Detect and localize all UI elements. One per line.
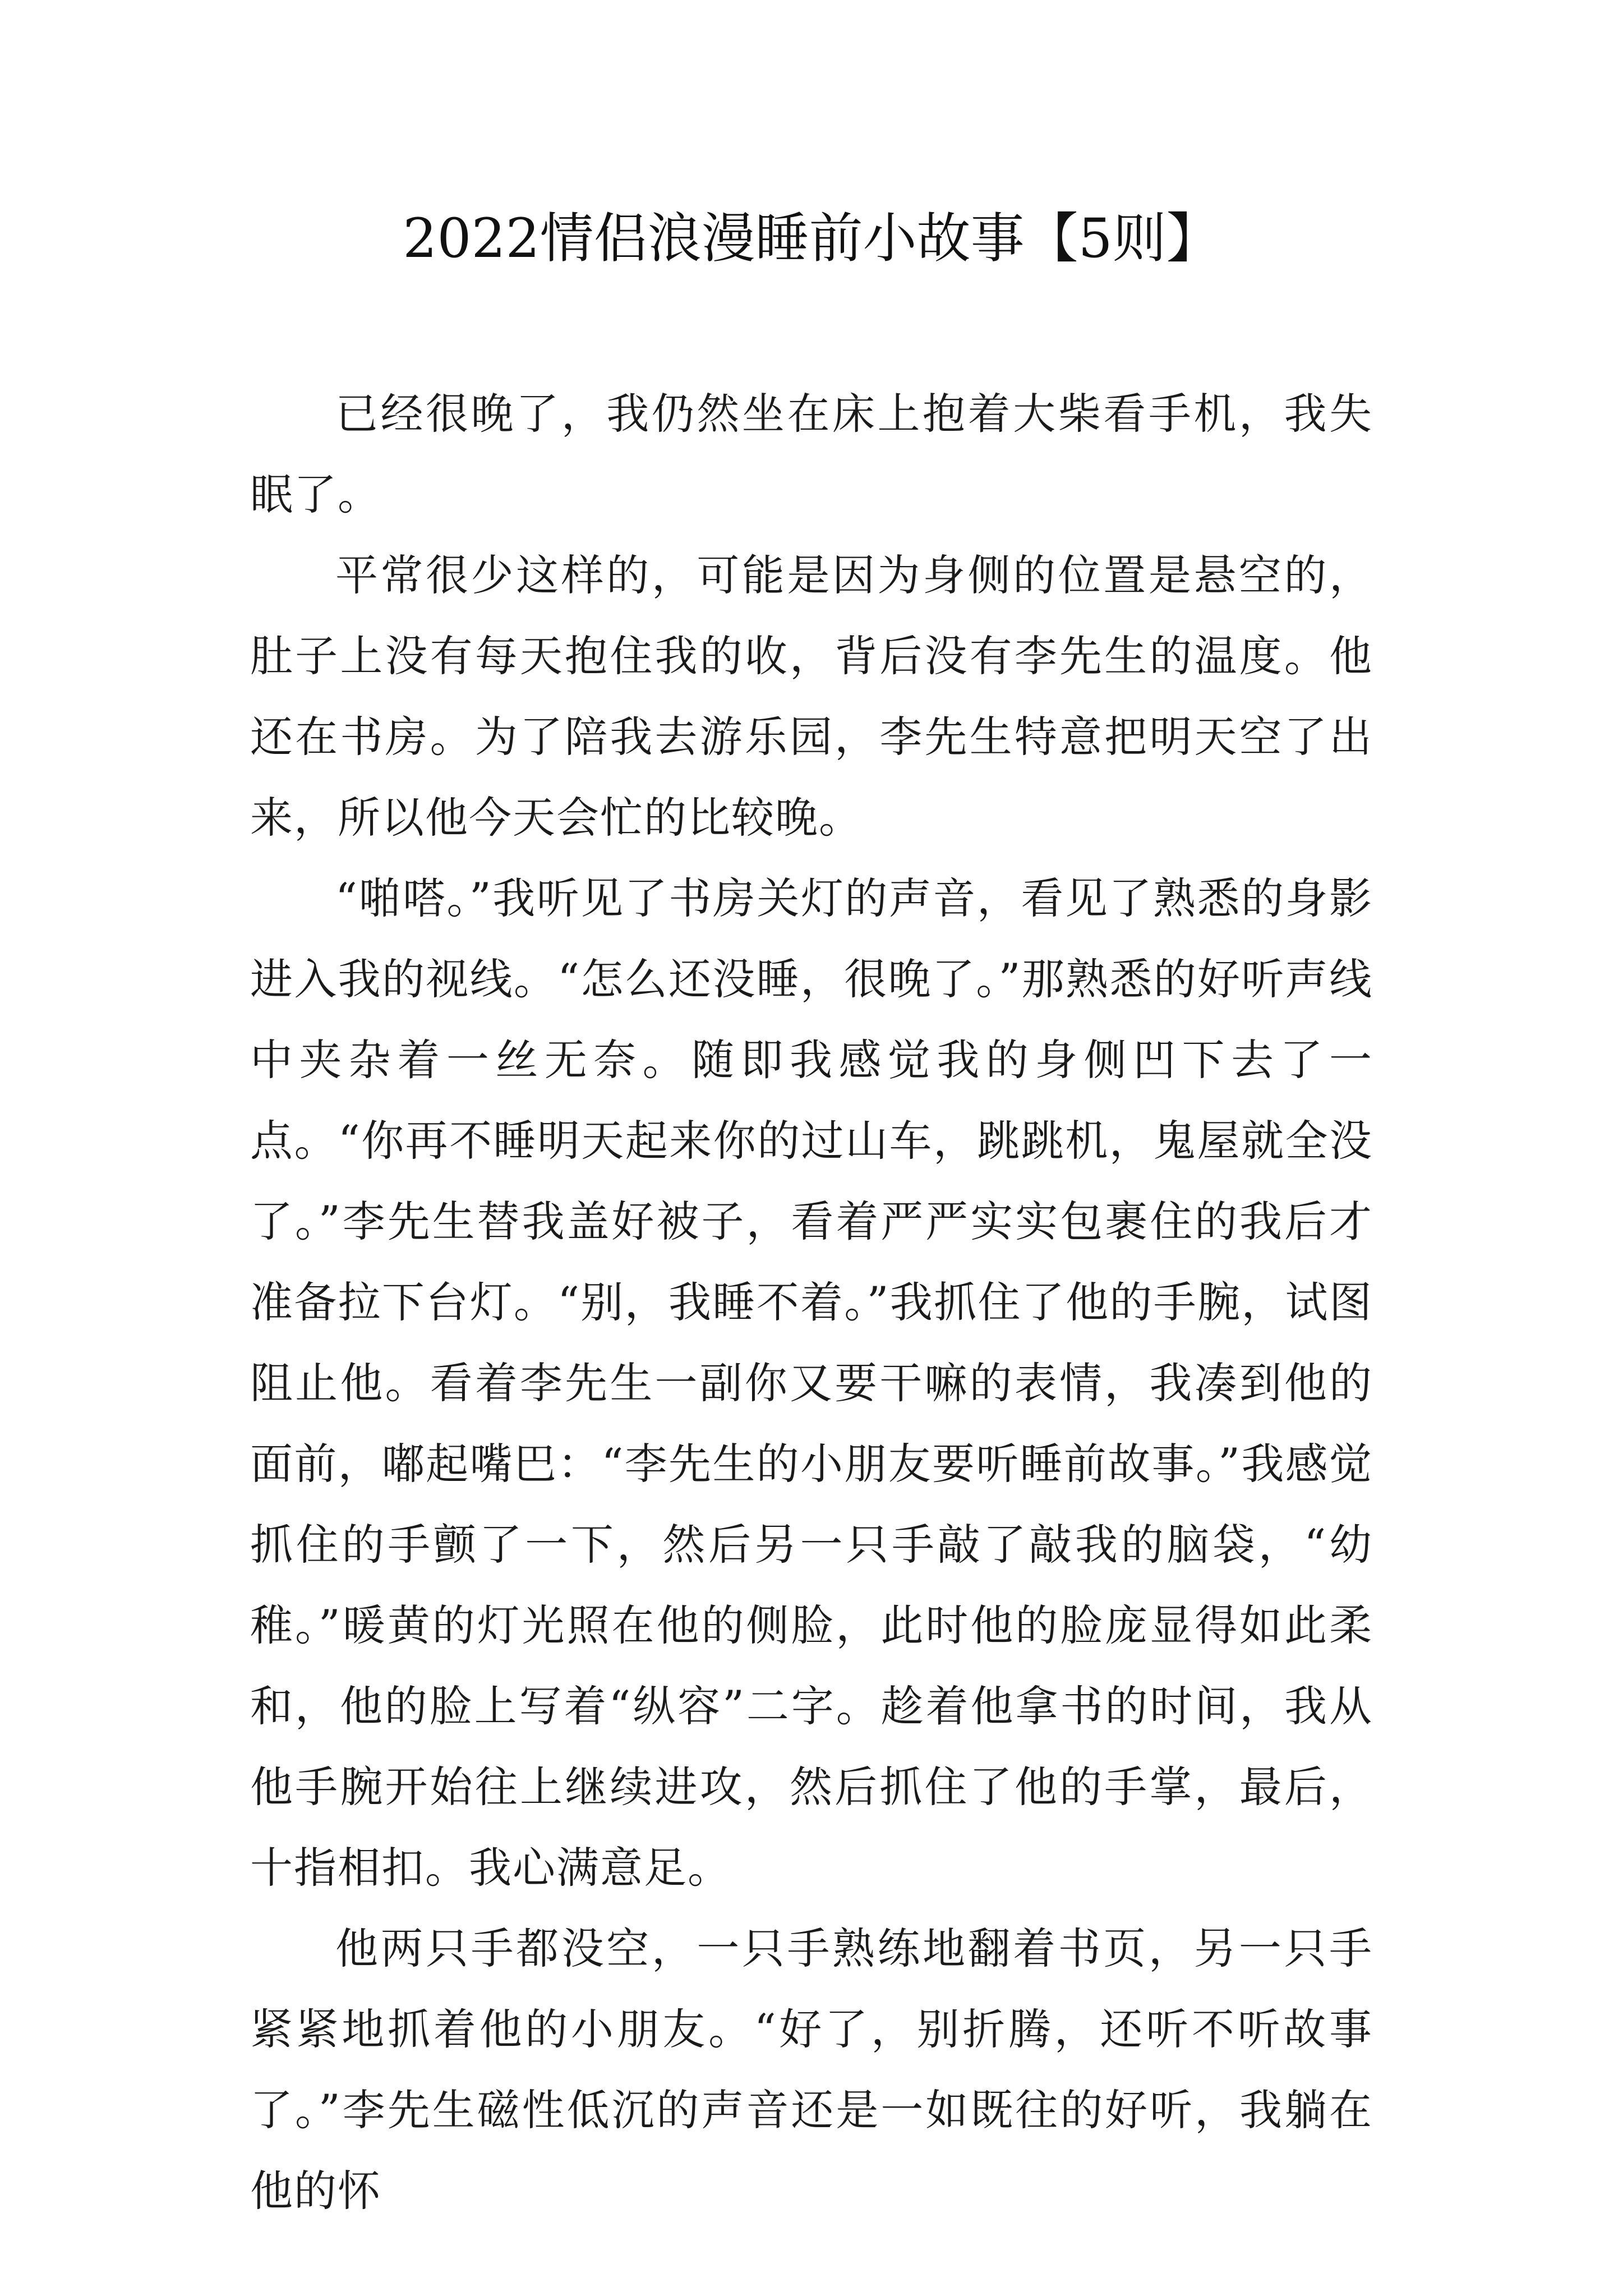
paragraph: “啪嗒。”我听见了书房关灯的声音，看见了熟悉的身影进入我的视线。“怎么还没睡，很晚了。”那熟悉的好听声线中夹杂着一丝无奈。随即我感觉我的身侧凹下去了一点。“你再不睡明天起来你的过山车，跳跳机，鬼屋就全没了。”李先生替我盖好被子，看着严严实实包裹住的我后才准备拉下台灯。“别，我睡不着。”我抓住了他的手腕，试图阻止他。看着李先生一副你又要干嘛的表情，我凑到他的面前，嘟起嘴巴：“李先生的小朋友要听睡前故事。”我感觉抓住的手颤了一下，然后另一只手敲了敲我的脑袋，“幼稚。”暖黄的灯光照在他的侧脸，此时他的脸庞显得如此柔和，他的脸上写着“纵容”二字。趁着他拿书的时间，我从他手腕开始往上继续进攻，然后抓住了他的手掌，最后，十指相扣。我心满意足。 [250,873,1373,1893]
document-body [250,374,1373,2231]
paragraph: 平常很少这样的，可能是因为身侧的位置是悬空的，肚子上没有每天抱住我的收，背后没有李先生的温度。他还在书房。为了陪我去游乐园，李先生特意把明天空了出来，所以他今天会忙的比较晚。 [250,550,1373,843]
paragraph: 已经很晚了，我仍然坐在床上抱着大柴看手机，我失眠了。 [250,389,1373,519]
paragraph: 他两只手都没空，一只手熟练地翻着书页，另一只手紧紧地抓着他的小朋友。“好了，别折腾，还听不听故事了。”李先生磁性低沉的声音还是一如既往的好听，我躺在他的怀 [250,1924,1373,2216]
document-title: 2022情侣浪漫睡前小故事【5则】 [403,207,1220,270]
